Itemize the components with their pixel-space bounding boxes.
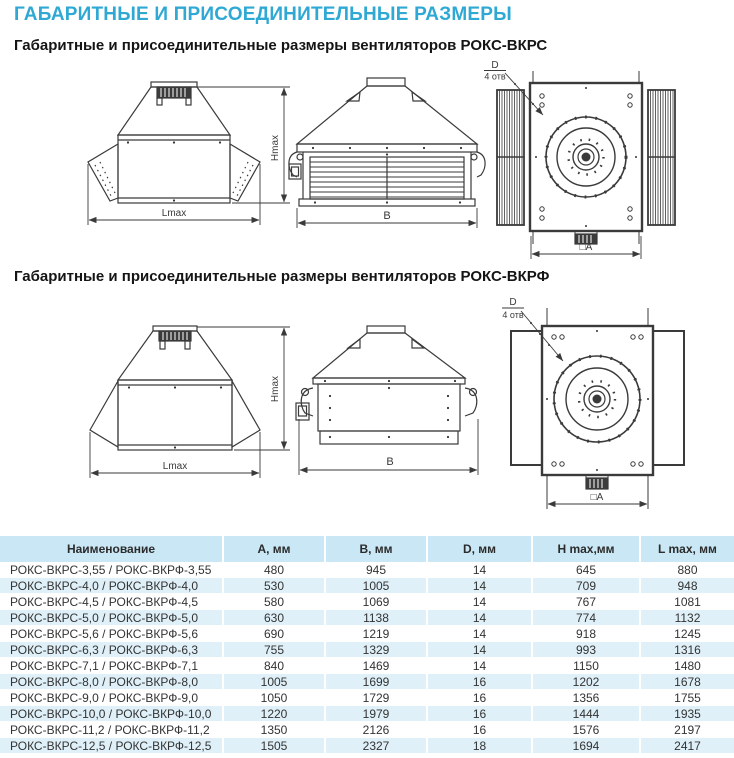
cell-value: 945 xyxy=(325,562,427,578)
cell-value: 14 xyxy=(427,578,532,594)
cell-value: 1005 xyxy=(223,674,325,690)
cell-model-name: РОКС-ВКРС-6,3 / РОКС-ВКРФ-6,3 xyxy=(0,642,223,658)
column-header-1: А, мм xyxy=(223,536,325,562)
cell-value: 948 xyxy=(640,578,734,594)
cell-value: 1576 xyxy=(532,722,640,738)
cell-value: 1678 xyxy=(640,674,734,690)
vkrf-front-view xyxy=(90,326,260,450)
vkrs-drawings xyxy=(0,58,734,265)
cell-value: 14 xyxy=(427,642,532,658)
cell-value: 16 xyxy=(427,706,532,722)
cell-value: 774 xyxy=(532,610,640,626)
cell-value: 14 xyxy=(427,610,532,626)
cell-value: 767 xyxy=(532,594,640,610)
vkrf-a-label: □A xyxy=(590,492,604,503)
vkrs-holes-label: 4 отв xyxy=(484,71,506,82)
cell-value: 1132 xyxy=(640,610,734,626)
cell-value: 1979 xyxy=(325,706,427,722)
cell-value: 645 xyxy=(532,562,640,578)
cell-model-name: РОКС-ВКРС-10,0 / РОКС-ВКРФ-10,0 xyxy=(0,706,223,722)
cell-value: 580 xyxy=(223,594,325,610)
cell-value: 14 xyxy=(427,626,532,642)
table-row xyxy=(0,690,734,706)
cell-value: 1755 xyxy=(640,690,734,706)
table-row xyxy=(0,722,734,738)
cell-value: 709 xyxy=(532,578,640,594)
cell-value: 16 xyxy=(427,722,532,738)
cell-model-name: РОКС-ВКРС-7,1 / РОКС-ВКРФ-7,1 xyxy=(0,658,223,674)
table-row xyxy=(0,578,734,594)
cell-value: 530 xyxy=(223,578,325,594)
cell-value: 690 xyxy=(223,626,325,642)
vkrf-b-label: B xyxy=(386,456,394,468)
cell-value: 1005 xyxy=(325,578,427,594)
vkrs-b-label: B xyxy=(383,210,391,222)
vkrf-side-view xyxy=(296,326,477,444)
vkrs-lmax-label: Lmax xyxy=(161,208,187,219)
cell-model-name: РОКС-ВКРС-4,5 / РОКС-ВКРФ-4,5 xyxy=(0,594,223,610)
section-vkrf-title: Габаритные и присоединительные размеры вентиляторов РОКС-ВКРФ xyxy=(14,268,550,285)
cell-value: 16 xyxy=(427,690,532,706)
cell-model-name: РОКС-ВКРС-5,0 / РОКС-ВКРФ-5,0 xyxy=(0,610,223,626)
cell-value: 1081 xyxy=(640,594,734,610)
cell-value: 1350 xyxy=(223,722,325,738)
column-header-3: D, мм xyxy=(427,536,532,562)
vkrf-hmax-label: Hmax xyxy=(270,375,281,403)
cell-value: 1050 xyxy=(223,690,325,706)
cell-value: 14 xyxy=(427,562,532,578)
cell-model-name: РОКС-ВКРС-4,0 / РОКС-ВКРФ-4,0 xyxy=(0,578,223,594)
cell-value: 1480 xyxy=(640,658,734,674)
table-row xyxy=(0,674,734,690)
vkrs-side-view xyxy=(289,78,485,206)
cell-value: 1699 xyxy=(325,674,427,690)
cell-value: 1505 xyxy=(223,738,325,754)
page-title: ГАБАРИТНЫЕ И ПРИСОЕДИНИТЕЛЬНЫЕ РАЗМЕРЫ xyxy=(14,4,512,25)
column-header-4: Н max,мм xyxy=(532,536,640,562)
cell-value: 1219 xyxy=(325,626,427,642)
cell-value: 2417 xyxy=(640,738,734,754)
cell-value: 918 xyxy=(532,626,640,642)
cell-model-name: РОКС-ВКРС-9,0 / РОКС-ВКРФ-9,0 xyxy=(0,690,223,706)
cell-value: 16 xyxy=(427,674,532,690)
table-row xyxy=(0,658,734,674)
vkrf-d-label: D xyxy=(509,297,517,308)
column-header-0: Наименование xyxy=(0,536,223,562)
cell-value: 1069 xyxy=(325,594,427,610)
cell-value: 1138 xyxy=(325,610,427,626)
cell-value: 2327 xyxy=(325,738,427,754)
cell-value: 880 xyxy=(640,562,734,578)
cell-value: 1729 xyxy=(325,690,427,706)
vkrs-top-view xyxy=(484,71,675,245)
vkrs-d-label: D xyxy=(491,60,499,71)
table-row xyxy=(0,642,734,658)
vkrf-holes-label: 4 отв xyxy=(502,310,524,320)
cell-value: 1150 xyxy=(532,658,640,674)
cell-value: 1469 xyxy=(325,658,427,674)
cell-value: 2197 xyxy=(640,722,734,738)
cell-value: 1245 xyxy=(640,626,734,642)
cell-value: 1694 xyxy=(532,738,640,754)
cell-model-name: РОКС-ВКРС-12,5 / РОКС-ВКРФ-12,5 xyxy=(0,738,223,754)
cell-value: 840 xyxy=(223,658,325,674)
cell-value: 1935 xyxy=(640,706,734,722)
cell-model-name: РОКС-ВКРС-8,0 / РОКС-ВКРФ-8,0 xyxy=(0,674,223,690)
cell-value: 1356 xyxy=(532,690,640,706)
table-row xyxy=(0,706,734,722)
section-vkrs-title: Габаритные и присоединительные размеры вентиляторов РОКС-ВКРС xyxy=(14,37,548,54)
table-row xyxy=(0,562,734,578)
vkrf-drawings xyxy=(0,293,734,518)
cell-model-name: РОКС-ВКРС-11,2 / РОКС-ВКРФ-11,2 xyxy=(0,722,223,738)
table-row xyxy=(0,594,734,610)
cell-model-name: РОКС-ВКРС-5,6 / РОКС-ВКРФ-5,6 xyxy=(0,626,223,642)
cell-value: 2126 xyxy=(325,722,427,738)
dimensions-table xyxy=(0,536,734,754)
vkrf-lmax-label: Lmax xyxy=(162,461,188,472)
cell-value: 1202 xyxy=(532,674,640,690)
table-row xyxy=(0,626,734,642)
cell-value: 14 xyxy=(427,658,532,674)
table-row xyxy=(0,610,734,626)
column-header-5: L max, мм xyxy=(640,536,734,562)
vkrf-top-view xyxy=(502,308,684,509)
cell-value: 480 xyxy=(223,562,325,578)
cell-value: 1316 xyxy=(640,642,734,658)
vkrs-front-view xyxy=(88,82,260,203)
cell-value: 14 xyxy=(427,594,532,610)
cell-model-name: РОКС-ВКРС-3,55 / РОКС-ВКРФ-3,55 xyxy=(0,562,223,578)
cell-value: 993 xyxy=(532,642,640,658)
vkrs-hmax-label: Hmax xyxy=(270,134,281,162)
cell-value: 630 xyxy=(223,610,325,626)
vkrs-a-label: □A xyxy=(579,242,593,253)
cell-value: 18 xyxy=(427,738,532,754)
cell-value: 1444 xyxy=(532,706,640,722)
cell-value: 1329 xyxy=(325,642,427,658)
table-row xyxy=(0,738,734,754)
cell-value: 1220 xyxy=(223,706,325,722)
column-header-2: В, мм xyxy=(325,536,427,562)
cell-value: 755 xyxy=(223,642,325,658)
table-header-row xyxy=(0,536,734,562)
